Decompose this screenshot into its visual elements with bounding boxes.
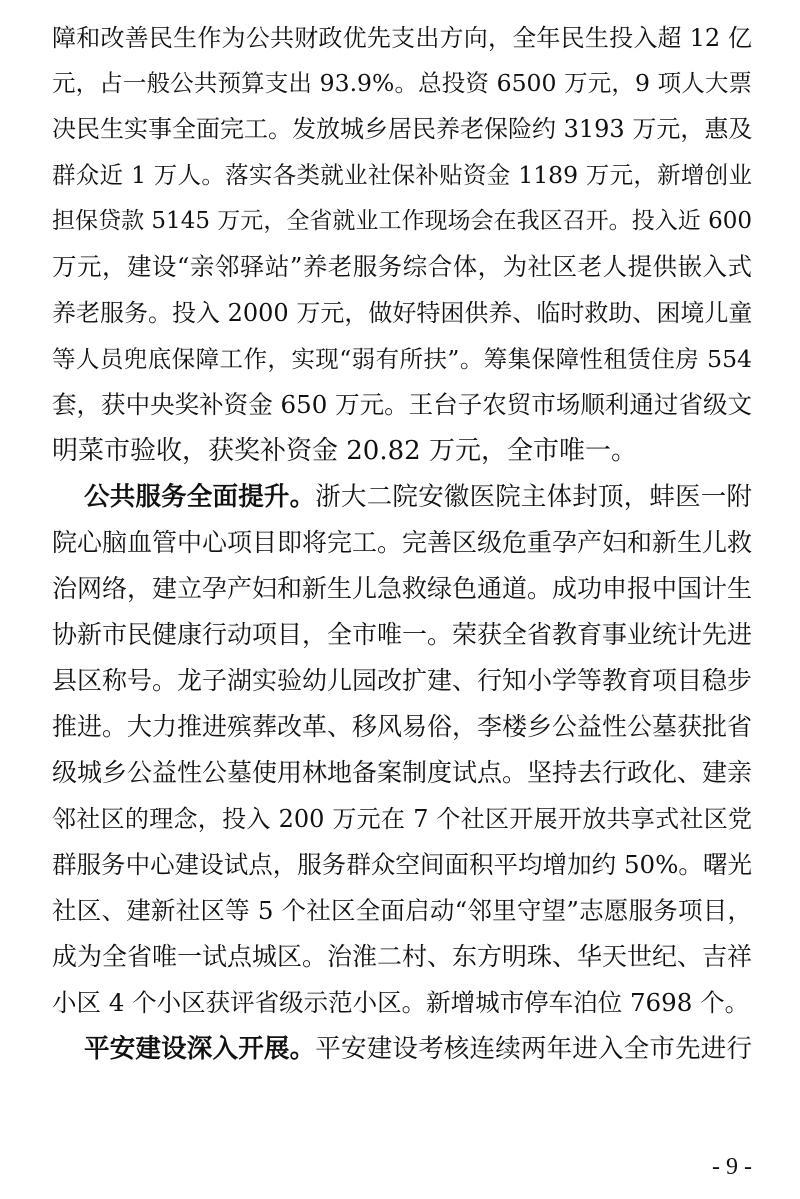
page-number: - 9 -: [712, 1154, 752, 1180]
text-line: 套，获中央奖补资金 650 万元。王台子农贸市场顺利通过省级文: [52, 390, 752, 419]
text-line: 小区 4 个小区获评省级示范小区。新增城市停车泊位 7698 个。: [52, 988, 750, 1017]
text-line: 群众近 1 万人。落实各类就业社保补贴资金 1189 万元，新增创业: [52, 161, 752, 189]
text-line: 明菜市验收，获奖补资金 20.82 万元，全市唯一。: [52, 436, 637, 466]
text-line: 县区称号。龙子湖实验幼儿园改扩建、行知小学等教育项目稳步: [52, 666, 753, 695]
text-line: 治网络，建立孕产妇和新生儿急救绿色通道。成功申报中国计生: [52, 574, 753, 603]
text-line: 推进。大力推进殡葬改革、移风易俗，李楼乡公益性公墓获批省: [52, 712, 753, 741]
text-line: [84, 1029, 752, 1069]
text-line: 群服务中心建设试点，服务群众空间面积平均增加约 50%。曙光: [52, 850, 752, 879]
text-span: 平安建设考核连续两年进入全市先进行: [315, 1034, 752, 1064]
text-line: 社区、建新社区等 5 个社区全面启动“邻里守望”志愿服务项目，: [52, 896, 752, 925]
text-line: 协新市民健康行动项目，全市唯一。荣获全省教育事业统计先进: [52, 620, 753, 649]
text-line: 养老服务。投入 2000 万元，做好特困供养、临时救助、困境儿童: [52, 299, 753, 327]
text-line: 成为全省唯一试点城区。治淮二村、东方明珠、华天世纪、吉祥: [52, 942, 753, 971]
text-line: 担保贷款 5145 万元，全省就业工作现场会在我区召开。投入近 600: [52, 208, 752, 234]
text-line: 院心脑血管中心项目即将完工。完善区级危重孕产妇和新生儿救: [52, 528, 753, 557]
section-heading: 公共服务全面提升。: [84, 482, 316, 512]
text-line: 元，占一般公共预算支出 93.9%。总投资 6500 万元，9 项人大票: [52, 69, 752, 97]
text-line: 障和改善民生作为公共财政优先支出方向，全年民生投入超 12 亿: [52, 24, 752, 52]
text-span: 浙大二院安徽医院主体封顶，蚌医一附: [315, 482, 752, 512]
text-line: 万元，建设“亲邻驿站”养老服务综合体，为社区老人提供嵌入式: [52, 252, 752, 281]
text-line: 决民生实事全面完工。发放城乡居民养老保险约 3193 万元，惠及: [52, 115, 753, 143]
text-line: 邻社区的理念，投入 200 万元在 7 个社区开展开放共享式社区党: [52, 805, 752, 833]
text-line: 级城乡公益性公墓使用林地备案制度试点。坚持去行政化、建亲: [52, 758, 753, 787]
text-line: [84, 477, 752, 517]
text-line: 等人员兜底保障工作，实现“弱有所扶”。筹集保障性租赁住房 554: [52, 345, 752, 373]
section-heading: 平安建设深入开展。: [84, 1034, 316, 1064]
